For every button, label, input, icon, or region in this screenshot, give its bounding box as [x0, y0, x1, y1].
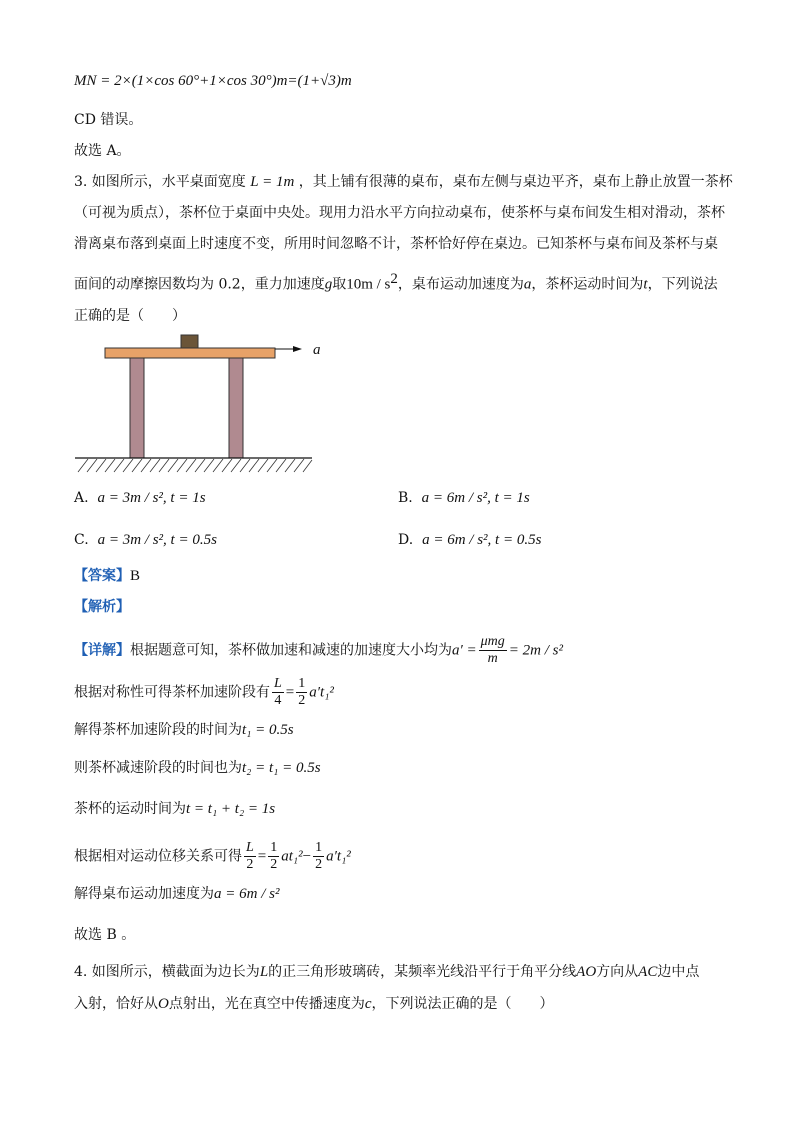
- detail-line1: 【详解】根据题意可知，茶杯做加速和减速的加速度大小均为a′ = $\frac{\text{μmg}}{m}$ = 2m / s²: [74, 634, 564, 666]
- analysis-tag: 【解析】: [74, 599, 130, 615]
- detail-line6: 根据相对运动位移关系可得 $\frac{L}{2}$ = $\frac{1}{2}$ at₁²− $\frac{1}{2}$ a′t₁²: [74, 840, 351, 872]
- detail-line3: 解得茶杯加速阶段的时间为t₁ = 0.5s: [74, 722, 294, 738]
- option-c[interactable]: C. a = 3m / s², t = 0.5s: [74, 532, 217, 548]
- tabletop: [105, 348, 275, 358]
- acceleration-label: a: [313, 342, 321, 358]
- q3-L-value: L = 1m: [250, 174, 295, 190]
- ground-hatching: [78, 459, 312, 472]
- detail-line2: 根据对称性可得茶杯加速阶段有 $\frac{L}{4}$ = $\frac{1}{2}$ a′t₁²: [74, 676, 334, 708]
- answer-value: B: [130, 568, 141, 584]
- option-d[interactable]: D. a = 6m / s², t = 0.5s: [398, 532, 542, 548]
- choose-a-text: 故选 A。: [74, 143, 131, 159]
- detail-line4: 则茶杯减速阶段的时间也为t₂ = t₁ = 0.5s: [74, 760, 321, 776]
- q3-stem-line1: 3. 如图所示，水平桌面宽度 L = 1m ，其上铺有很薄的桌布，桌布左侧与桌边平齐，桌布上静止放置一茶杯: [74, 174, 733, 190]
- table-figure: [70, 330, 340, 480]
- choose-b-text: 故选 B 。: [74, 927, 136, 943]
- q3-stem-line3: 滑离桌布落到桌面上时速度不变，所用时间忽略不计，茶杯恰好停在桌边。已知茶杯与桌布间及茶杯与桌: [74, 236, 718, 252]
- answer-tag: 【答案】: [74, 568, 130, 584]
- option-b[interactable]: B. a = 6m / s², t = 1s: [398, 490, 530, 506]
- detail-line7: 解得桌布运动加速度为a = 6m / s²: [74, 886, 280, 902]
- q3-stem-line5: 正确的是（ ）: [74, 308, 186, 324]
- q3-stem-line2: （可视为质点），茶杯位于桌面中央处。现用力沿水平方向拉动桌布，使茶杯与桌布间发生相对滑动，茶杯: [74, 205, 725, 221]
- q4-line2: 入射，恰好从O点射出，光在真空中传播速度为c，下列说法正确的是（ ）: [74, 996, 554, 1012]
- cd-wrong-text: CD 错误。: [74, 112, 143, 128]
- detail-tag: 【详解】: [74, 642, 130, 659]
- q4-line1: 4. 如图所示，横截面为边长为L的正三角形玻璃砖，某频率光线沿平行于角平分线AO方向从AC边中点: [74, 964, 700, 980]
- answer-line: [74, 566, 140, 586]
- option-a[interactable]: A. a = 3m / s², t = 1s: [74, 490, 206, 506]
- teacup: [181, 335, 198, 348]
- mn-formula: MN = 2×(1×cos 60°+1×cos 30°)m=(1+√3)m: [74, 73, 352, 89]
- q3-stem-line4: 面间的动摩擦因数均为 0.2，重力加速度g取$10m / s^2$，桌布运动加速度为a，茶杯运动时间为t，下列说法: [74, 271, 718, 293]
- table-leg-right: [229, 358, 243, 458]
- detail-line5: 茶杯的运动时间为t = t₁ + t₂ = 1s: [74, 801, 276, 817]
- table-leg-left: [130, 358, 144, 458]
